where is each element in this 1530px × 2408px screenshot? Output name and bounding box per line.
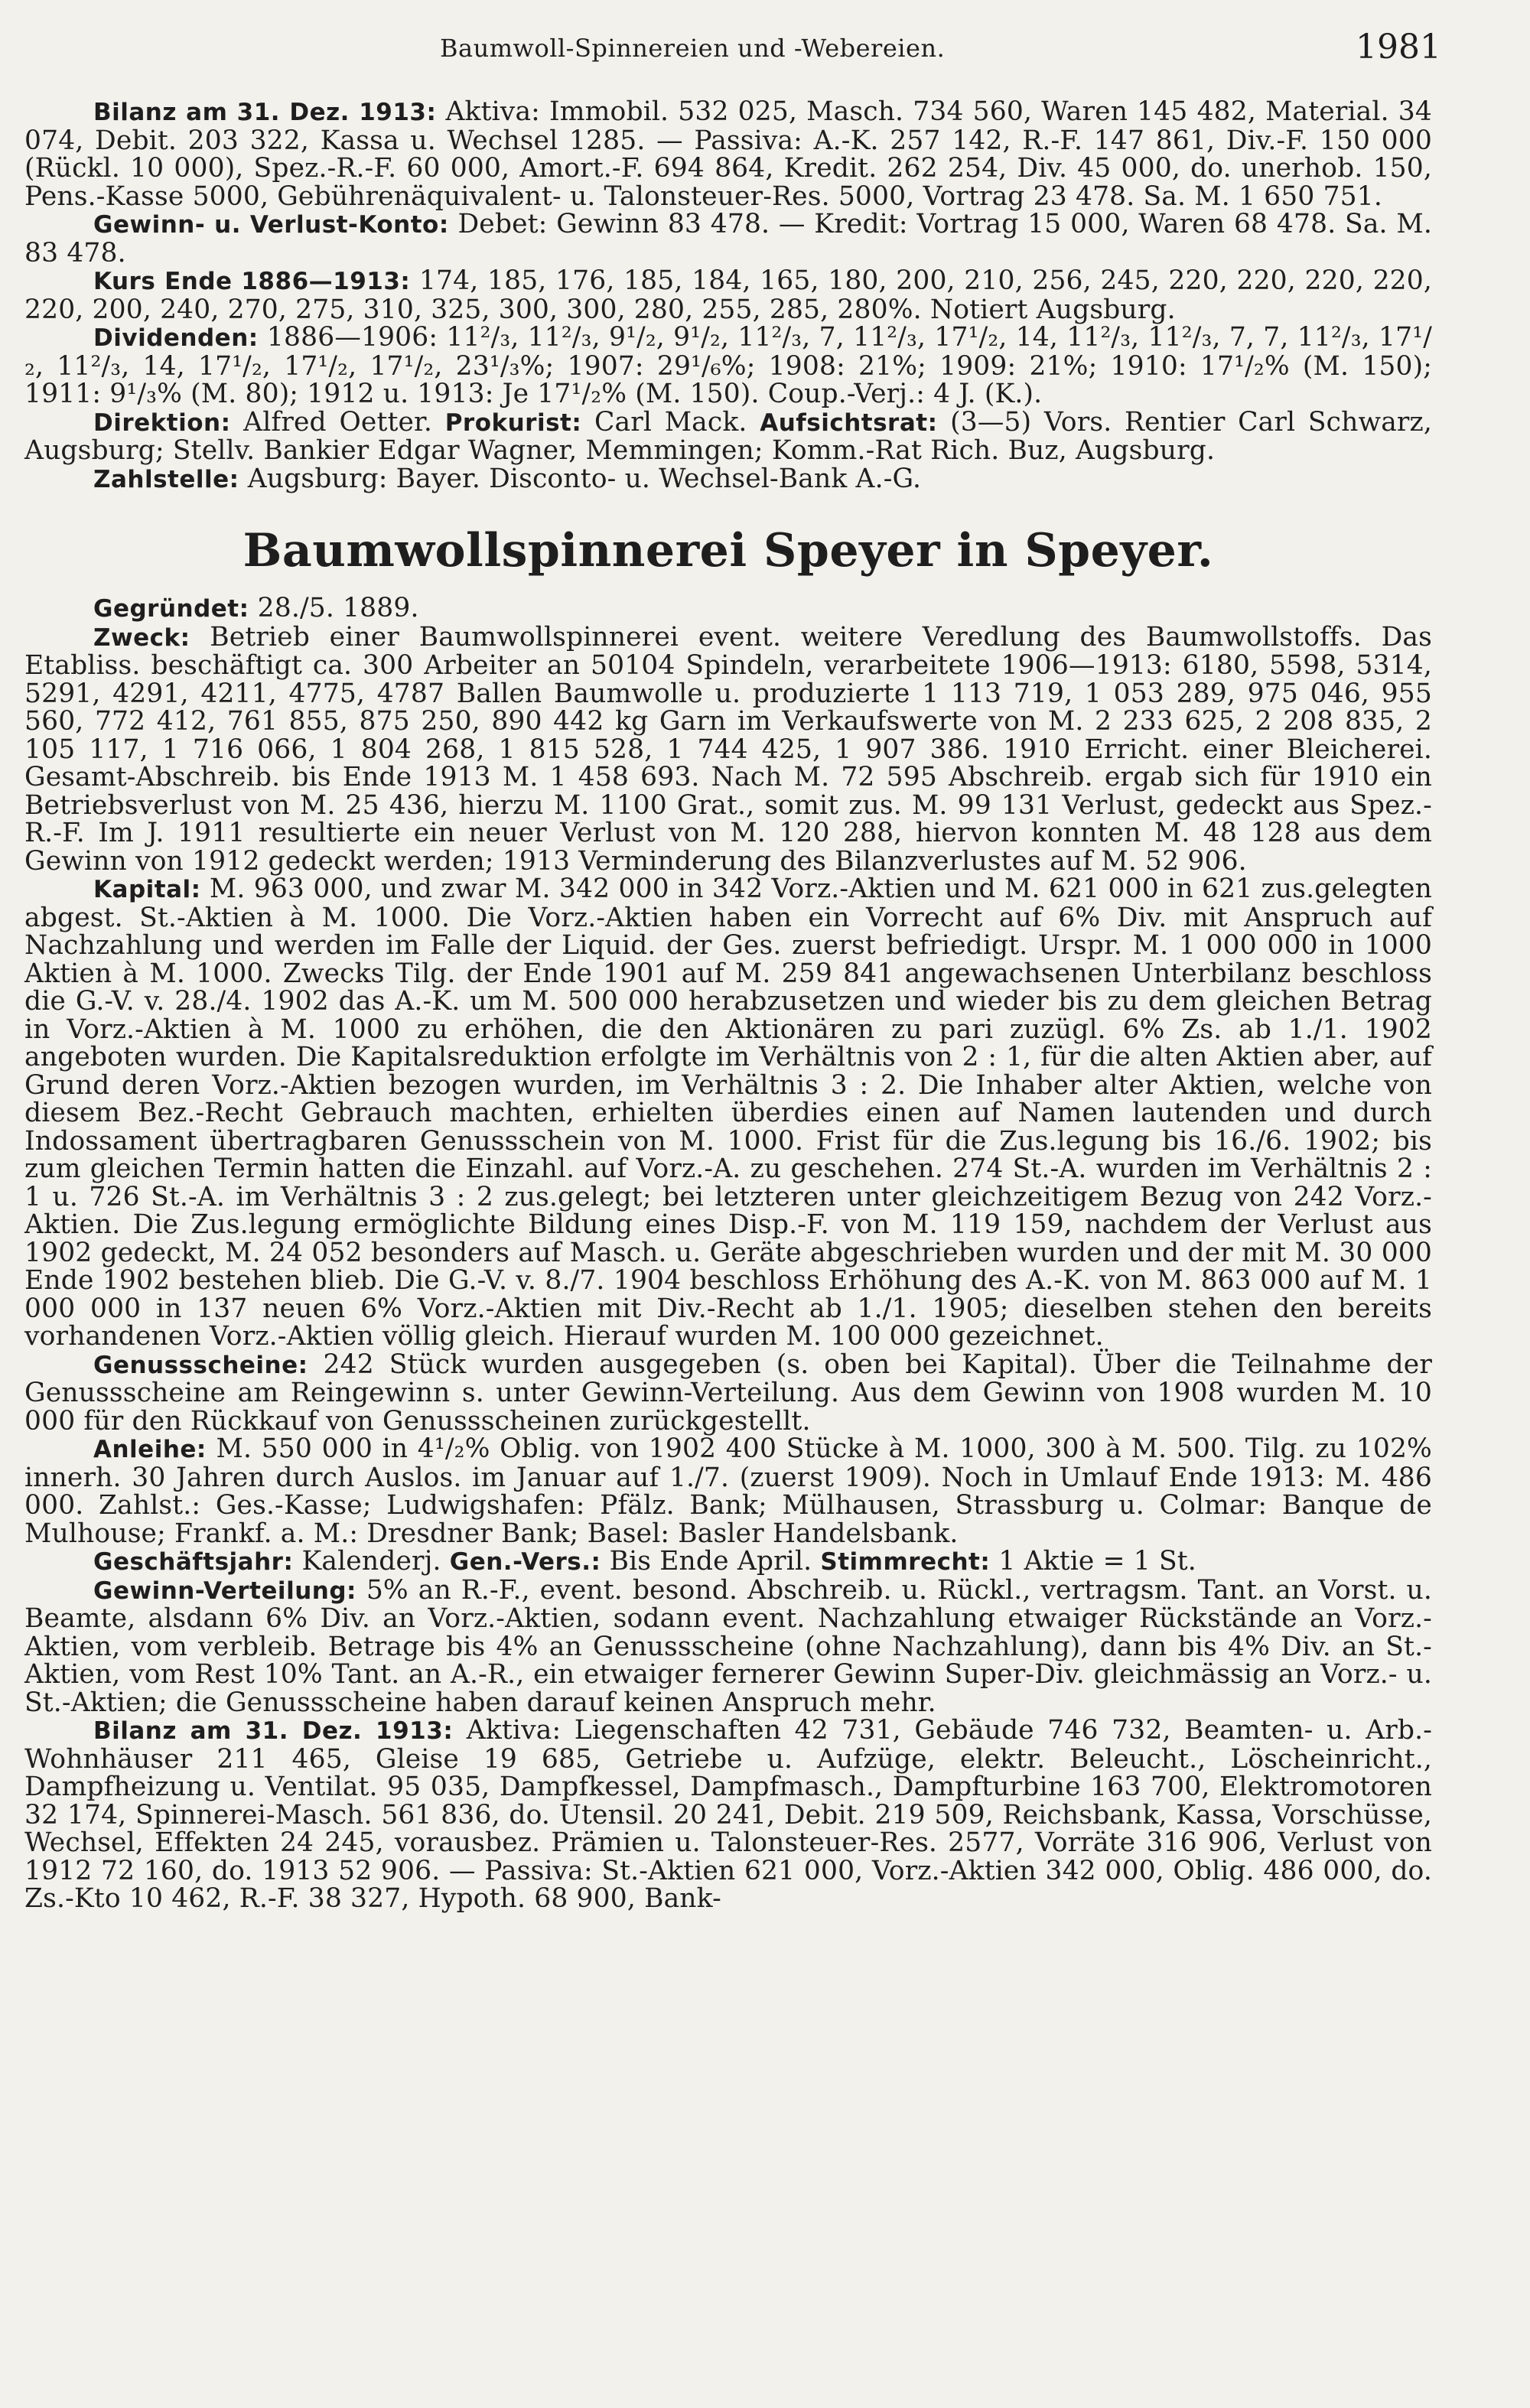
direktion-text: Alfred Oetter. <box>243 406 433 438</box>
kurs-label: Kurs Ende 1886—1913: <box>93 268 411 295</box>
kapital-paragraph <box>24 875 1432 1351</box>
dividenden-paragraph <box>24 324 1432 408</box>
zweck-text: Betrieb einer Baumwollspinnerei event. weitere Veredlung des Baumwollstoffs. Das Etabliss. beschäftigt ca. 300 Arbeiter an 50104 Spindeln, verarbeitete 1906—1913: 6180, 5598, 5314, 5291, 4291, 4211, 4775, 4787 Ballen Baumwolle u. produzierte 1 113 719, 1 053 289, 975 046, 955 560, 772 412, 761 855, 875 250, 890 442 kg Garn im Verkaufswerte von M. 2 233 625, 2 208 835, 2 105 117, 1 716 066, 1 804 268, 1 815 528, 1 744 425, 1 907 386. 1910 Erricht. einer Bleicherei. Gesamt-Abschreib. bis Ende 1913 M. 1 458 693. Nach M. 72 595 Abschreib. ergab sich für 1910 ein Betriebsverlust von M. 25 436, hierzu M. 1100 Grat., somit zus. M. 99 131 Verlust, gedeckt aus Spez.-R.-F. Im J. 1911 resultierte ein neuer Verlust von M. 120 288, hiervon konnten M. 48 128 aus dem Gewinn von 1912 gedeckt werden; 1913 Verminderung des Bilanzverlustes auf M. 52 906. <box>24 621 1432 877</box>
gegruendet-paragraph <box>24 594 1432 623</box>
geschaeftsjahr-text: Kalenderj. <box>301 1546 441 1577</box>
bilanz-text: Aktiva: Immobil. 532 025, Masch. 734 560, Waren 145 482, Material. 34 074, Debit. 203 322, Kassa u. Wechsel 1285. — Passiva: A.-K. 257 142, R.-F. 147 861, Div.-F. 150 000 (Rückl. 10 000), Spez.-R.-F. 60 000, Amort.-F. 694 864, Kredit. 262 254, Div. 45 000, do. unerhob. 150, Pens.-Kasse 5000, Gebührenäquivalent- u. Talonsteuer-Res. 5000, Vortrag 23 478. Sa. M. 1 650 751. <box>24 96 1432 212</box>
gewinnverteilung-text: 5% an R.-F., event. besond. Abschreib. u. Rückl., vertragsm. Tant. an Vorst. u. Beamte, alsdann 6% Div. an Vorz.-Aktien, sodann event. Nachzahlung etwaiger Rückstände an Vorz.-Aktien, vom verbleib. Betrage bis 4% an Genussscheine (ohne Nachzahlung), dann bis 4% Div. an St.-Aktien, vom Rest 10% Tant. an A.-R., ein etwaiger fernerer Gewinn Super-Div. gleichmässig an Vorz.- u. St.-Aktien; die Genussscheine haben darauf keinen Anspruch mehr. <box>24 1574 1432 1718</box>
geschaeftsjahr-paragraph <box>24 1547 1432 1577</box>
anleihe-paragraph <box>24 1435 1432 1547</box>
page-header <box>0 0 1530 69</box>
company-bilanz-text: Aktiva: Liegenschaften 42 731, Gebäude 746 732, Beamten- u. Arb.-Wohnhäuser 211 465, Gleise 19 685, Getriebe u. Aufzüge, elektr. Beleucht., Löscheinricht., Dampfheizung u. Ventilat. 95 035, Dampfkessel, Dampfmasch., Dampfturbine 163 700, Elektromotoren 32 174, Spinnerei-Masch. 561 836, do. Utensil. 20 241, Debit. 219 509, Reichsbank, Kassa, Vorschüsse, Wechsel, Effekten 24 245, vorausbez. Prämien u. Talonsteuer-Res. 2577, Vorräte 316 906, Verlust von 1912 72 160, do. 1913 52 906. — Passiva: St.-Aktien 621 000, Vorz.-Aktien 342 000, Oblig. 486 000, do. Zs.-Kto 10 462, R.-F. 38 327, Hypoth. 68 900, Bank- <box>24 1715 1432 1914</box>
zahlstelle-label: Zahlstelle: <box>93 465 239 493</box>
geschaeftsjahr-label: Geschäftsjahr: <box>93 1548 294 1576</box>
prokurist-label: Prokurist: <box>444 408 582 437</box>
zweck-paragraph <box>24 623 1432 876</box>
genvers-label: Gen.-Vers.: <box>449 1548 601 1576</box>
direktion-label: Direktion: <box>93 408 231 437</box>
zahlstelle-text: Augsburg: Bayer. Disconto- u. Wechsel-Bank A.-G. <box>247 463 922 494</box>
stimmrecht-label: Stimmrecht: <box>820 1548 991 1576</box>
gewinn-text: Debet: Gewinn 83 478. — Kredit: Vortrag 15 000, Waren 68 478. Sa. M. 83 478. <box>24 209 1433 268</box>
zweck-label: Zweck: <box>93 623 190 652</box>
gewinnverteilung-label: Gewinn-Verteilung: <box>93 1577 356 1605</box>
genussscheine-text: 242 Stück wurden ausgegeben (s. oben bei Kapital). Über die Teilnahme der Genussscheine am Reingewinn s. unter Gewinn-Verteilung. Aus dem Gewinn von 1908 wurden M. 10 000 für den Rückkauf von Genussscheinen zurückgestellt. <box>24 1349 1432 1437</box>
company-bilanz-paragraph <box>24 1717 1432 1913</box>
running-title: Baumwoll-Spinnereien und -Webereien. <box>440 34 946 63</box>
dividenden-text: 1886—1906: 11²/₃, 11²/₃, 9¹/₂, 9¹/₂, 11²/₃, 7, 11²/₃, 17¹/₂, 14, 11²/₃, 11²/₃, 7, 7, 11²/₃, 17¹/₂, 11²/₃, 14, 17¹/₂, 17¹/₂, 17¹/₂, 23¹/₃%; 1907: 29¹/₆%; 1908: 21%; 1909: 21%; 1910: 17¹/₂% (M. 150); 1911: 9¹/₃% (M. 80); 1912 u. 1913: Je 17¹/₂% (M. 150). Coup.-Verj.: 4 J. (K.). <box>24 322 1432 409</box>
dividenden-label: Dividenden: <box>93 324 259 352</box>
company-bilanz-label: Bilanz am 31. Dez. 1913: <box>93 1717 454 1745</box>
kapital-label: Kapital: <box>93 876 201 903</box>
bilanz-label: Bilanz am 31. Dez. 1913: <box>93 99 437 126</box>
direktion-paragraph <box>24 408 1432 465</box>
anleihe-label: Anleihe: <box>93 1436 207 1463</box>
kurs-text: 174, 185, 176, 185, 184, 165, 180, 200, 210, 256, 245, 220, 220, 220, 220, 220, 200, 240, 270, 275, 310, 325, 300, 300, 280, 255, 285, 280%. Notiert Augsburg. <box>24 265 1432 325</box>
zahlstelle-paragraph <box>24 465 1432 494</box>
genussscheine-label: Genussscheine: <box>93 1351 308 1379</box>
gegruendet-label: Gegründet: <box>93 595 249 623</box>
company-title: Baumwollspinnerei Speyer in Speyer. <box>243 524 1214 578</box>
gewinn-label: Gewinn- u. Verlust-Konto: <box>93 211 449 239</box>
genussscheine-paragraph <box>24 1351 1432 1436</box>
prokurist-text: Carl Mack. <box>594 406 747 438</box>
kurs-paragraph <box>24 267 1432 324</box>
aufsichtsrat-text: (3—5) Vors. Rentier Carl Schwarz, Augsburg; Stellv. Bankier Edgar Wagner, Memmingen; Komm.-Rat Rich. Buz, Augsburg. <box>24 406 1432 466</box>
page-number: 1981 <box>1356 28 1441 67</box>
aufsichtsrat-label: Aufsichtsrat: <box>760 408 938 437</box>
gegruendet-text: 28./5. 1889. <box>257 593 419 623</box>
anleihe-text: M. 550 000 in 4¹/₂% Oblig. von 1902 400 Stücke à M. 1000, 300 à M. 500. Tilg. zu 102% innerh. 30 Jahren durch Auslos. im Januar auf 1./7. (zuerst 1909). Noch in Umlauf Ende 1913: M. 486 000. Zahlst.: Ges.-Kasse; Ludwigshafen: Pfälz. Bank; Mülhausen, Strassburg u. Colmar: Banque de Mulhouse; Frankf. a. M.: Dresdner Bank; Basel: Basler Handelsbank. <box>24 1433 1432 1549</box>
gewinn-verlust-paragraph <box>24 210 1432 267</box>
gewinnverteilung-paragraph <box>24 1574 1432 1718</box>
genvers-text: Bis Ende April. <box>609 1546 812 1577</box>
page-body <box>24 98 1432 1913</box>
stimmrecht-text: 1 Aktie = 1 St. <box>998 1546 1196 1577</box>
bilanz-1913-paragraph <box>24 98 1432 210</box>
kapital-text: M. 963 000, und zwar M. 342 000 in 342 Vorz.-Aktien und M. 621 000 in 621 zus.gelegten abgest. St.-Aktien à M. 1000. Die Vorz.-Aktien haben ein Vorrecht auf 6% Div. mit Anspruch auf Nachzahlung und werden im Falle der Liquid. der Ges. zuerst befriedigt. Urspr. M. 1 000 000 in 1000 Aktien à M. 1000. Zwecks Tilg. der Ende 1901 auf M. 259 841 angewachsenen Unterbilanz beschloss die G.-V. v. 28./4. 1902 das A.-K. um M. 500 000 herabzusetzen und wieder bis zu dem gleichen Betrag in Vorz.-Aktien à M. 1000 zu erhöhen, die den Aktionären zu pari zuzügl. 6% Zs. ab 1./1. 1902 angeboten wurden. Die Kapitalsreduktion erfolgte im Verhältnis von 2 : 1, für die alten Aktien aber, auf Grund deren Vorz.-Aktien bezogen wurden, im Verhältnis 3 : 2. Die Inhaber alter Aktien, welche von diesem Bez.-Recht Gebrauch machten, erhielten überdies einen auf Namen lautenden und durch Indossament übertragbaren Genussschein von M. 1000. Frist für die Zus.legung bis 16./6. 1902; bis zum gleichen Termin hatten die Einzahl. auf Vorz.-A. zu geschehen. 274 St.-A. wurden im Verhältnis 2 : 1 u. 726 St.-A. im Verhältnis 3 : 2 zus.gelegt; bei letzteren unter gleichzeitigem Bezug von 242 Vorz.-Aktien. Die Zus.legung ermöglichte Bildung eines Disp.-F. von M. 119 159, nachdem der Verlust aus 1902 gedeckt, M. 24 052 besonders auf Masch. u. Geräte abgeschrieben wurden und der mit M. 30 000 Ende 1902 bestehen blieb. Die G.-V. v. 8./7. 1904 beschloss Erhöhung des A.-K. von M. 863 000 auf M. 1 000 000 in 137 neuen 6% Vorz.-Aktien mit Div.-Recht ab 1./1. 1905; dieselben stehen den bereits vorhandenen Vorz.-Aktien völlig gleich. Hierauf wurden M. 100 000 gezeichnet. <box>24 874 1432 1352</box>
